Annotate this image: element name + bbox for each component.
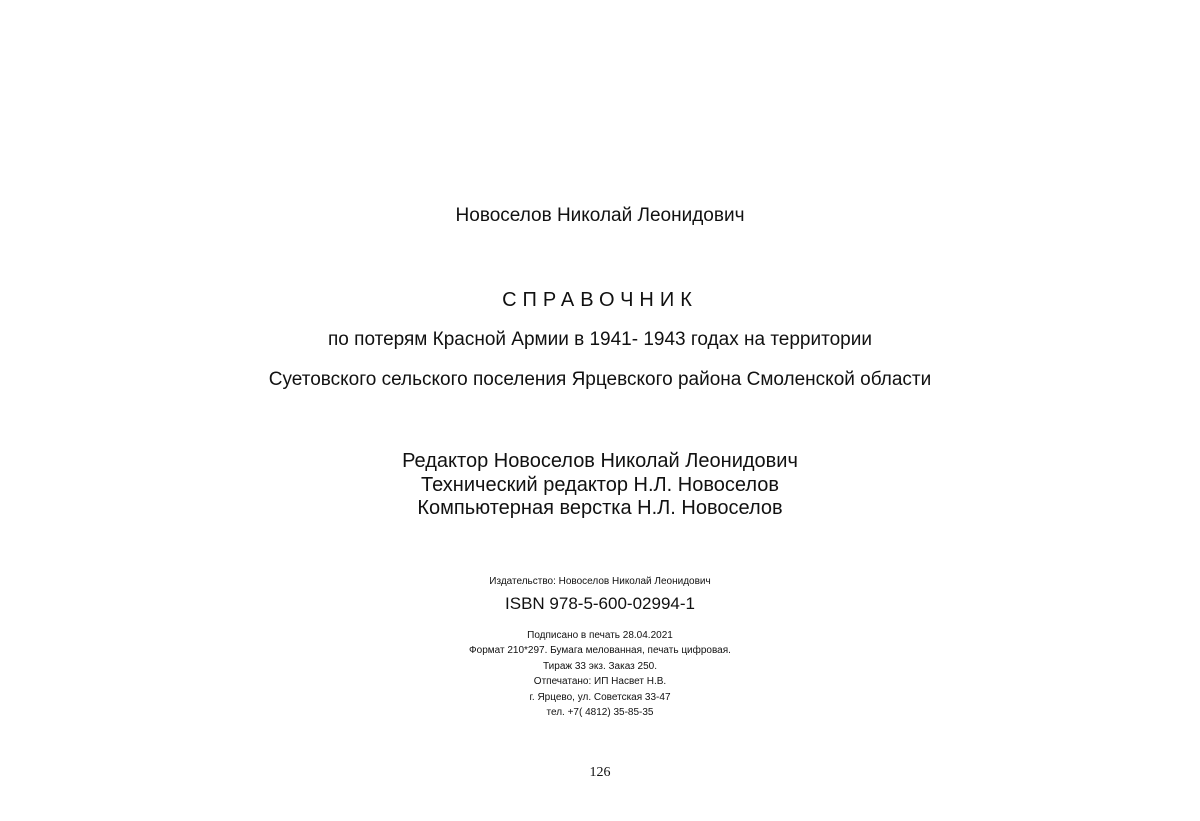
credit-technical-editor: Технический редактор Н.Л. Новоселов xyxy=(421,474,779,496)
document-heading: СПРАВОЧНИК xyxy=(502,289,698,311)
imprint-line-address: г. Ярцево, ул. Советская 33-47 xyxy=(529,691,671,703)
imprint-block xyxy=(0,628,1200,720)
page-number: 126 xyxy=(589,765,611,780)
credit-editor: Редактор Новоселов Николай Леонидович xyxy=(402,450,798,472)
isbn-line: ISBN 978-5-600-02994-1 xyxy=(505,594,695,613)
publisher-line: Издательство: Новоселов Николай Леонидович xyxy=(489,576,711,587)
imprint-line-run: Тираж 33 экз. Заказ 250. xyxy=(543,660,657,672)
imprint-line-format: Формат 210*297. Бумага мелованная, печать цифровая. xyxy=(469,645,731,657)
imprint-line-printer: Отпечатано: ИП Насвет Н.В. xyxy=(533,676,667,688)
credit-layout: Компьютерная верстка Н.Л. Новоселов xyxy=(417,497,783,519)
subtitle-line-1: по потерям Красной Армии в 1941- 1943 годах на территории xyxy=(328,329,872,350)
imprint-line-phone: тел. +7( 4812) 35-85-35 xyxy=(546,707,654,719)
author-name: Новоселов Николай Леонидович xyxy=(455,205,745,226)
subtitle-line-2: Суетовского сельского поселения Ярцевского района Смоленской области xyxy=(268,369,932,390)
imprint-line-signed: Подписано в печать 28.04.2021 xyxy=(527,630,673,641)
